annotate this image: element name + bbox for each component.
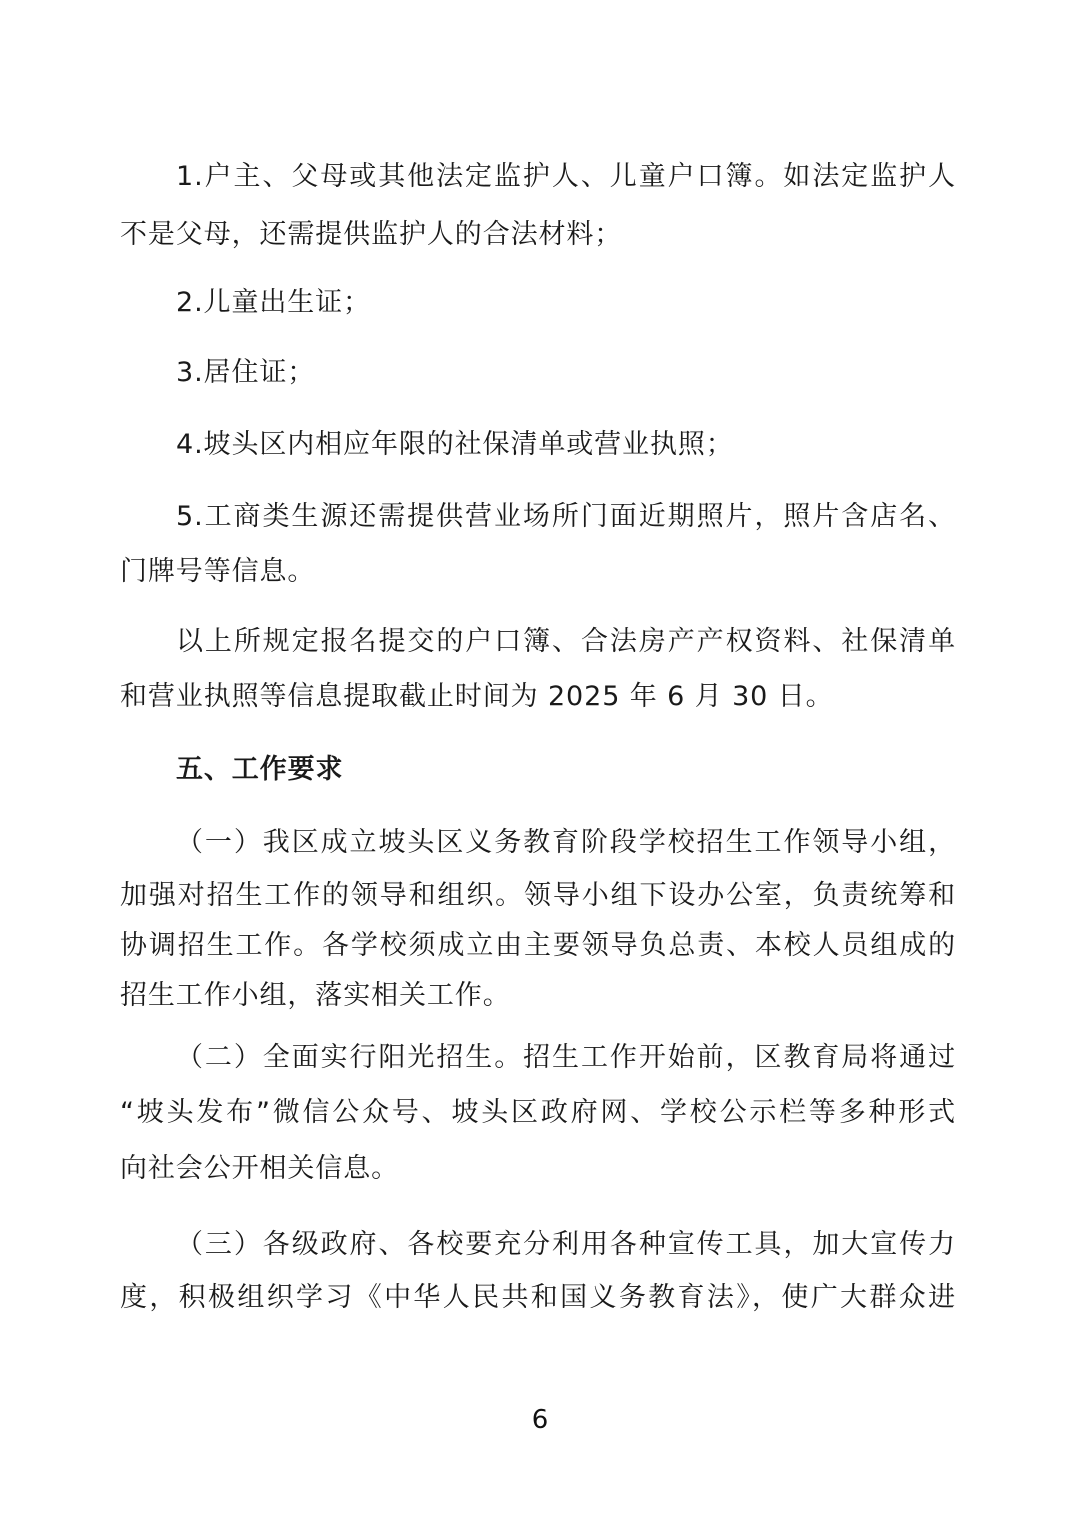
requirement-1-line-2: 加强对招生工作的领导和组织。领导小组下设办公室，负责统筹和	[120, 880, 956, 911]
list-item-1-line-1: 1.户主、父母或其他法定监护人、儿童户口簿。如法定监护人	[176, 161, 956, 192]
list-item-1-line-2: 不是父母，还需提供监护人的合法材料；	[120, 219, 623, 250]
list-item-2: 2.儿童出生证；	[176, 287, 371, 318]
page-number: 6	[531, 1405, 549, 1435]
list-item-5-line-2: 门牌号等信息。	[120, 556, 316, 587]
list-item-4: 4.坡头区内相应年限的社保清单或营业执照；	[176, 429, 734, 460]
requirement-1-line-1: （一）我区成立坡头区义务教育阶段学校招生工作领导小组，	[176, 827, 956, 858]
requirement-3-line-1: （三）各级政府、各校要充分利用各种宣传工具，加大宣传力	[176, 1229, 956, 1260]
deadline-paragraph-line-2: 和营业执照等信息提取截止时间为 2025 年 6 月 30 日。	[120, 681, 834, 712]
requirement-1-line-3: 协调招生工作。各学校须成立由主要领导负总责、本校人员组成的	[120, 930, 956, 961]
list-item-5-line-1: 5.工商类生源还需提供营业场所门面近期照片，照片含店名、	[176, 501, 956, 532]
deadline-paragraph-line-1: 以上所规定报名提交的户口簿、合法房产产权资料、社保清单	[176, 626, 956, 657]
requirement-2-line-3: 向社会公开相关信息。	[120, 1153, 399, 1184]
section-heading: 五、工作要求	[176, 754, 344, 785]
list-item-3: 3.居住证；	[176, 357, 316, 388]
requirement-2-line-2: “坡头发布”微信公众号、坡头区政府网、学校公示栏等多种形式	[120, 1097, 956, 1128]
requirement-2-line-1: （二）全面实行阳光招生。招生工作开始前，区教育局将通过	[176, 1042, 956, 1073]
requirement-3-line-2: 度，积极组织学习《中华人民共和国义务教育法》，使广大群众进	[120, 1282, 956, 1313]
requirement-1-line-4: 招生工作小组，落实相关工作。	[120, 980, 511, 1011]
